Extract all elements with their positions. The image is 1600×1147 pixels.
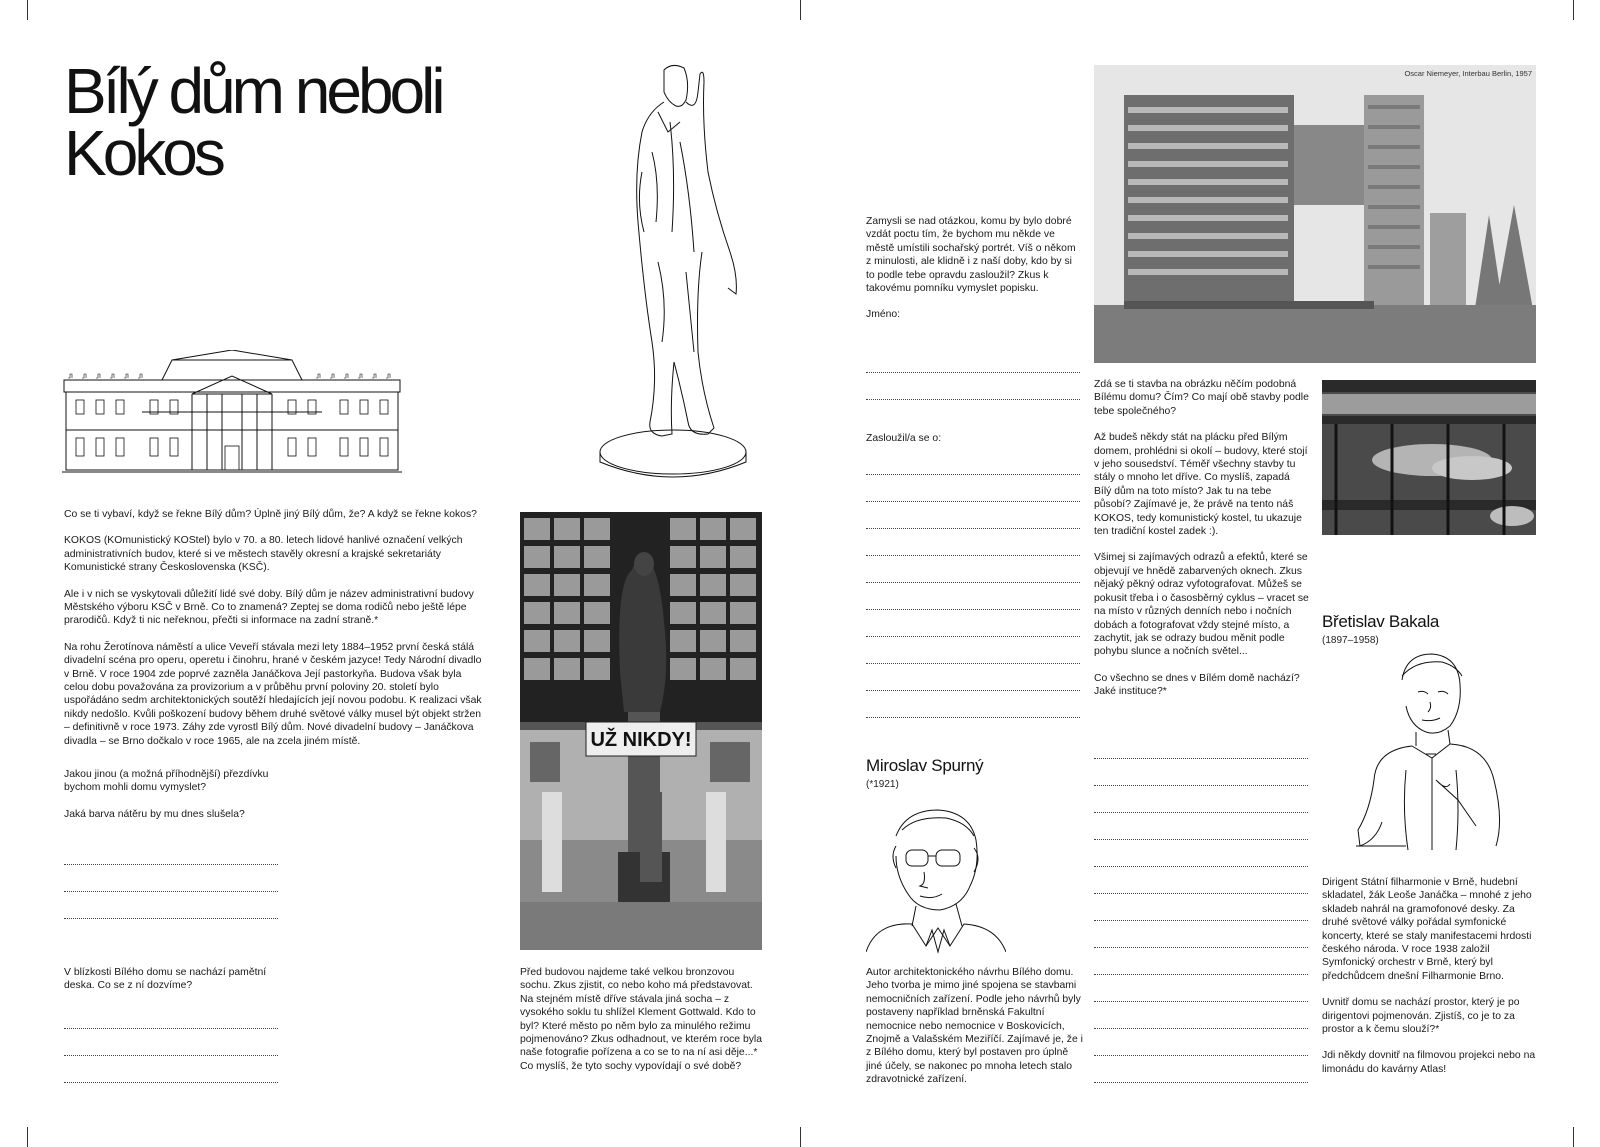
person-dates-spurny: (*1921) [866, 779, 899, 790]
statue-drawing-icon [598, 62, 748, 482]
merit-label: Zasloužil/a se o: [866, 433, 942, 444]
crop-mark [800, 1127, 801, 1147]
paragraph: Autor architektonického návrhu Bílého domu. Jeho tvorba je mimo jiné spojena se stavbami nemocničních zařízení. Podle jeho návrhů byly postaveny například brněnská Fakultní nemocnice nebo nemocnice v Boskovicích, Znojmě a Valašském Meziříčí. Zajímavé je, že i z Bílého domu, který byl postaven pro úplně jiné účely, se nakonec po mnoha letech stalo zdravotnické zařízení. [866, 967, 1083, 1086]
berlin-building-photo-icon [1094, 65, 1536, 363]
paragraph: Uvnitř domu se nachází prostor, který je po dirigentovi pojmenován. Zjistíš, co je to za prostor a k čemu slouží?* [1322, 997, 1520, 1036]
column-4-text [1094, 378, 1309, 712]
spurny-description [866, 966, 1086, 1100]
name-label: Jméno: [866, 309, 901, 321]
column-2-text [520, 966, 764, 1086]
crop-mark [1573, 0, 1574, 20]
paragraph: Dirigent Státní filharmonie v Brně, hudební skladatel, žák Leoše Janáčka – mnohé z jeho skladeb nahrál na gramofonové desky. Za druhé světové války pořádal symfonické koncerty, které se staly manifestacemi hrdosti českého národa. V roce 1938 založil Symfonický orchestr v Brně, který byl předchůdcem dnešní Filharmonie Brno. [1322, 877, 1532, 982]
paragraph: Co se ti vybaví, když se řekne Bílý dům? Úplně jiný Bílý dům, že? A když se řekne kokos? [64, 509, 477, 520]
paragraph: Až budeš někdy stát na plácku před Bílým domem, prohlédni si okolí – budovy, které stojí v jeho sousedství. Téměř všechny stavby tu stály o mnoho let dříve. Co myslíš, zapadá Bílý dům na toto místo? Jak tu na tebe působí? Zajímavé je, že právě na tento náš KOKOS, tedy komunistický kostel, tu ukazuje ten tradiční kostel zadek :). [1094, 432, 1308, 538]
white-house-drawing-icon [62, 350, 402, 475]
paragraph: Ale i v nich se vyskytovali důležití lidé své doby. Bílý dům je název administrativní budovy Městského výboru KSČ v Brně. Co to znamená? Zeptej se doma rodičů nebo ještě lépe prarodičů. Když ti nic neřeknou, přečti si informace na zadní straně.* [64, 588, 474, 627]
person-name-spurny: Miroslav Spurný [866, 756, 984, 775]
paragraph: KOKOS (KOmunistický KOStel) bylo v 70. a 80. letech lidové hanlivé označení velkých administrativních budov, které si ve městech stavěly okresní a krajské sekretariáty Komunistické strany Československa (KSČ). [64, 535, 463, 574]
column-3-intro [866, 215, 1080, 335]
spurny-portrait-drawing-icon [866, 806, 1006, 956]
paragraph: Zamysli se nad otázkou, komu by bylo dobré vzdát poctu tím, že bychom mu někde ve městě umístili sochařský portrét. Víš o někom z minulosti, ale klidně i z naší doby, kdo by si to podle tebe opravdu zasloužil? Zkus k takovému pomníku vymyslet popisku. [866, 216, 1076, 295]
question: Jakou jinou (a možná příhodnější) přezdívku bychom mohli domu vymyslet? [64, 769, 269, 794]
crop-mark [27, 1127, 28, 1147]
name-lines[interactable] [866, 346, 1080, 400]
merit-lines[interactable] [866, 448, 1080, 718]
protest-statue-photo-icon [520, 512, 762, 950]
paragraph: Před budovou najdeme také velkou bronzovou sochu. Zkus zjistit, co nebo koho má představovat. Na stejném místě dříve stávala jiná socha – z vysokého soklu tu shlížel Klement Gottwald. Kdo to byl? Které město po něm bylo za minulého režimu pojmenováno? Zkus odhadnout, ve kterém roce byla naše fotografie pořízena a co se to na ní asi děje...* Co myslíš, že tyto sochy vypovídají o své době? [520, 967, 763, 1072]
bakala-portrait-drawing-icon [1346, 650, 1516, 870]
paragraph: Na rohu Žerotínova náměstí a ulice Veveří stávala mezi lety 1884–1952 první česká stálá divadelní scéna pro operu, operetu i činohru, hrané v českém jazyce! Tedy Národní divadlo v Brně. V roce 1904 zde poprvé zazněla Janáčkova Její pastorkyňa. Budova však byla celou dobu považována za provizorium a v průběhu první poloviny 20. století bylo uspořádáno sedm architektonických soutěží hledajících její novou podobu. K realizaci však nikdy nedošlo. Kvůli poškození budovy během druhé světové války musel být objekt stržen – definitivně v roce 1973. Záhy zde vyrostl Bílý dům. Nové divadelní budovy – Janáčkova divadla – se Brno dočkalo v roce 1965, ale na zcela jiném místě. [64, 641, 482, 747]
column-1-text [64, 508, 484, 761]
question-block [64, 768, 279, 834]
banner-text: UŽ NIKDY! [590, 729, 692, 751]
window-reflection-photo-icon [1322, 380, 1536, 535]
crop-mark [800, 0, 801, 20]
question: Jaká barva nátěru by mu dnes slušela? [64, 808, 245, 820]
paragraph: Co všechno se dnes v Bílém domě nachází? Jaké instituce?* [1094, 672, 1300, 698]
answer-lines[interactable] [64, 838, 278, 919]
crop-mark [27, 0, 28, 20]
paragraph: Jdi někdy dovnitř na filmovou projekci nebo na limonádu do kavárny Atlas! [1322, 1050, 1536, 1075]
column-5-text [1322, 876, 1542, 1089]
page-title: Bílý dům neboli Kokos [64, 55, 442, 189]
answer-lines[interactable] [64, 1002, 278, 1083]
person-dates-bakala: (1897–1958) [1322, 635, 1379, 646]
photo-caption: Oscar Niemeyer, Interbau Berlin, 1957 [1404, 69, 1532, 78]
answer-lines[interactable] [1094, 732, 1308, 1083]
paragraph: Zdá se ti stavba na obrázku něčím podobná Bílému domu? Čím? Co mají obě stavby podle tebe společného? [1094, 379, 1309, 417]
paragraph: Všimej si zajímavých odrazů a efektů, které se objevují ve hnědě zabarvených oknech. Zkus nějaký pěkný odraz vyfotografovat. Můžeš se pokusit třeba i o časosběrný cyklus – vracet se na místo v různých denních nebo i nočních dobách a fotografovat vždy stejné místo, a zachytit, jak se odrazy budou měnit podle pohybu slunce a nočních světel... [1094, 552, 1309, 658]
question: V blízkosti Bílého domu se nachází pamětní deska. Co se z ní dozvíme? [64, 967, 267, 992]
person-name-bakala: Břetislav Bakala [1322, 612, 1440, 631]
question-block [64, 966, 279, 1006]
crop-mark [1573, 1127, 1574, 1147]
